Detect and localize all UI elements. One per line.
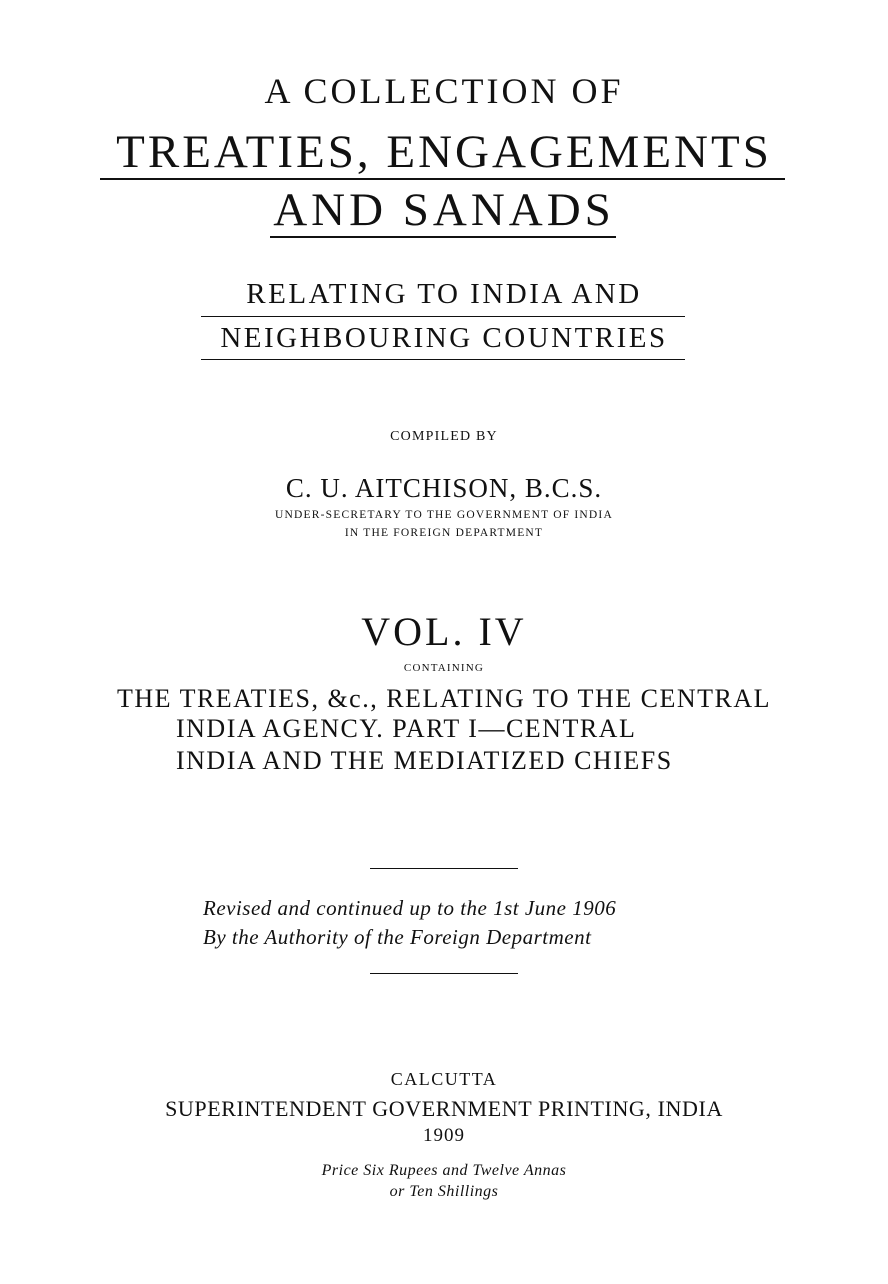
revision-line-2: By the Authority of the Foreign Department (203, 925, 592, 949)
compiler-name: C. U. AITCHISON, B.C.S. (285, 473, 603, 503)
imprint-price-1: Price Six Rupees and Twelve Annas (321, 1162, 567, 1179)
revision-rule-bottom (370, 973, 518, 974)
imprint-year: 1909 (423, 1125, 465, 1146)
subtitle-rule-2 (201, 359, 685, 360)
compiler-position-1: UNDER-SECRETARY TO THE GOVERNMENT OF INDIA (275, 509, 613, 521)
imprint-place: CALCUTTA (390, 1069, 498, 1089)
volume-contents-2: INDIA AGENCY. PART I—CENTRAL (176, 714, 637, 743)
revision-line-1: Revised and continued up to the 1st June 1906 (203, 896, 617, 920)
imprint-price-2: or Ten Shillings (389, 1183, 499, 1200)
title-rule-1 (100, 178, 785, 180)
volume-number: VOL. IV (361, 609, 527, 654)
compiled-by-label: COMPILED BY (390, 429, 498, 444)
title-rule-2 (270, 236, 616, 238)
imprint-printer: SUPERINTENDENT GOVERNMENT PRINTING, INDIA (165, 1096, 723, 1121)
subtitle-line-2: NEIGHBOURING COUNTRIES (220, 322, 668, 354)
subtitle-rule-1 (201, 316, 685, 317)
volume-containing-label: CONTAINING (403, 662, 485, 674)
volume-contents-3: INDIA AND THE MEDIATIZED CHIEFS (176, 746, 673, 775)
subtitle-line-1: RELATING TO INDIA AND (246, 278, 642, 310)
title-line-3: AND SANADS (273, 184, 615, 236)
revision-rule-top (370, 868, 518, 869)
volume-contents-1: THE TREATIES, &c., RELATING TO THE CENTRAL (117, 684, 771, 713)
compiler-position-2: IN THE FOREIGN DEPARTMENT (344, 527, 544, 539)
title-line-2: TREATIES, ENGAGEMENTS (116, 126, 772, 178)
title-line-1: A COLLECTION OF (264, 71, 624, 111)
